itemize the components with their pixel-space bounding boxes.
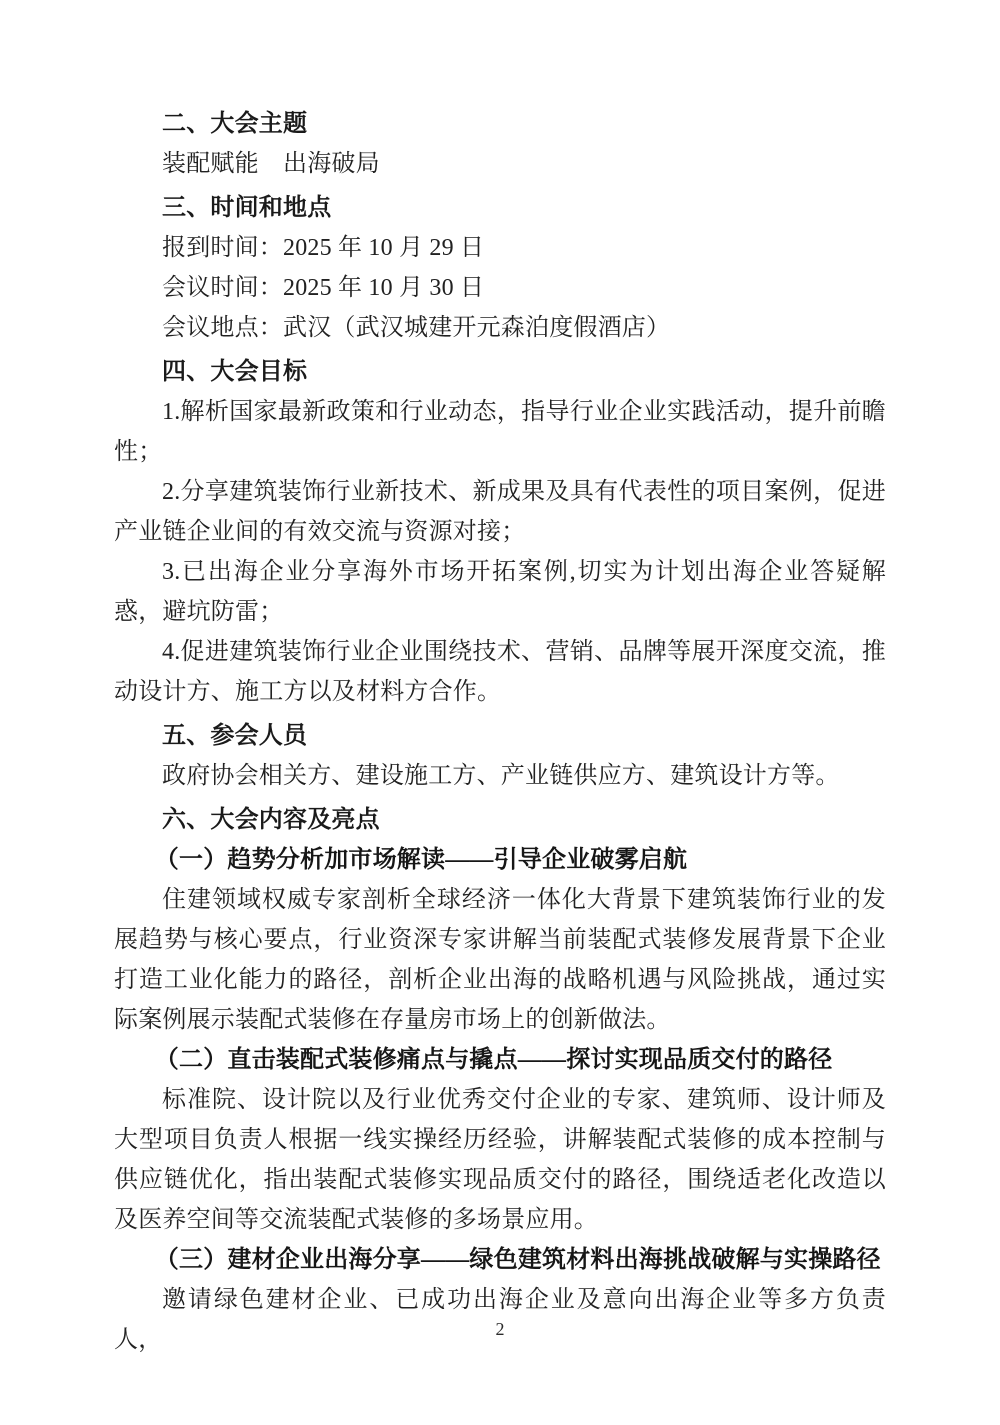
paragraph-attendees: 政府协会相关方、建设施工方、产业链供应方、建筑设计方等。 <box>162 763 840 789</box>
heading-section-4-goals: 四、大会目标 <box>162 358 308 385</box>
paragraph-goal-1: 1.解析国家最新政策和行业动态，指导行业企业实践活动，提升前瞻性； <box>114 399 886 465</box>
paragraph-checkin-date: 报到时间：2025 年 10 月 29 日 <box>162 235 485 261</box>
subheading-topic-2: （二）直击装配式装修痛点与撬点——探讨实现品质交付的路径 <box>154 1047 833 1073</box>
paragraph-topic-1-detail: 住建领域权威专家剖析全球经济一体化大背景下建筑装饰行业的发展趋势与核心要点，行业资深专家讲解当前装配式装修发展背景下企业打造工业化能力的路径，剖析企业出海的战略机遇与风险挑战，通过实际案例展示装配式装修在存量房市场上的创新做法。 <box>114 887 886 1033</box>
heading-section-6-highlights: 六、大会内容及亮点 <box>162 806 380 833</box>
document-body <box>114 100 886 1360</box>
heading-section-5-attendees: 五、参会人员 <box>162 722 308 749</box>
paragraph-goal-3: 3.已出海企业分享海外市场开拓案例,切实为计划出海企业答疑解惑，避坑防雷； <box>114 559 886 625</box>
subheading-topic-3: （三）建材企业出海分享——绿色建筑材料出海挑战破解与实操路径 <box>154 1247 881 1273</box>
paragraph-meeting-date: 会议时间：2025 年 10 月 30 日 <box>162 275 485 301</box>
paragraph-meeting-location: 会议地点：武汉（武汉城建开元森泊度假酒店） <box>162 315 671 341</box>
subheading-topic-1: （一）趋势分析加市场解读——引导企业破雾启航 <box>154 847 688 873</box>
heading-section-2-theme: 二、大会主题 <box>162 110 308 137</box>
paragraph-goal-2: 2.分享建筑装饰行业新技术、新成果及具有代表性的项目案例，促进产业链企业间的有效交流与资源对接； <box>114 479 886 545</box>
heading-section-3-time-place: 三、时间和地点 <box>162 194 332 221</box>
paragraph-goal-4: 4.促进建筑装饰行业企业围绕技术、营销、品牌等展开深度交流，推动设计方、施工方以及材料方合作。 <box>114 639 886 705</box>
page-number: 2 <box>495 1319 505 1339</box>
paragraph-theme-slogan: 装配赋能 出海破局 <box>162 151 380 177</box>
paragraph-topic-2-detail: 标准院、设计院以及行业优秀交付企业的专家、建筑师、设计师及大型项目负责人根据一线实操经历经验，讲解装配式装修的成本控制与供应链优化，指出装配式装修实现品质交付的路径，围绕适老化改造以及医养空间等交流装配式装修的多场景应用。 <box>114 1087 886 1233</box>
paragraph-topic-3-detail: 邀请绿色建材企业、已成功出海企业及意向出海企业等多方负责人， <box>114 1287 886 1353</box>
